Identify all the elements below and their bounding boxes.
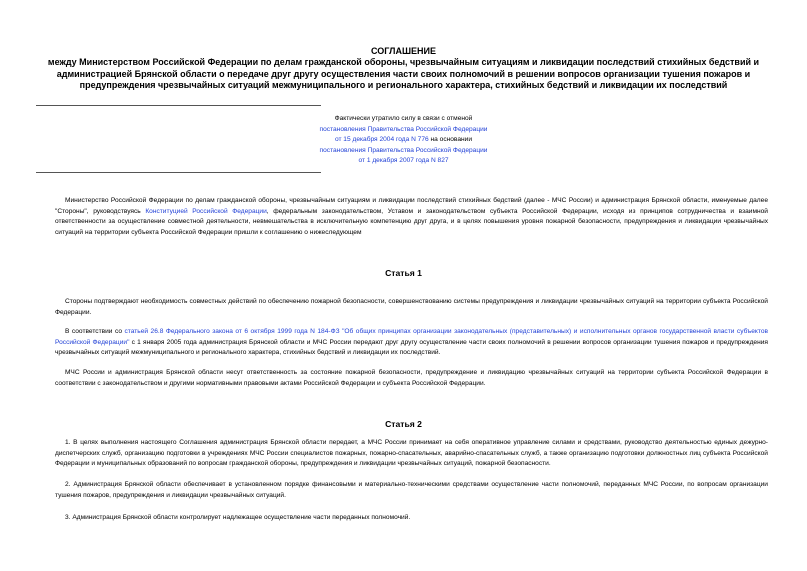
article-1-paragraph-2: [55, 327, 768, 359]
preamble-text-2: , федеральным законодательством, Уставом и законодательством субъекта Российской Федерации, исходя из принципов сотрудничества и взаимной ответственности за осуществление совместной деятельности, невмешательства в исключительную компетенцию друг друга, и в целях повышения уровня пожарной безопасности, предупреждения и ликвидации чрезвычайных ситуаций на территории субъекта Российской Федерации пришли к соглашению о нижеследующем: [55, 207, 768, 236]
preamble-text-1: Министерство Российской Федерации по делам гражданской обороны, чрезвычайным ситуациям и ликвидации последствий стихийных бедствий (далее - МЧС России) и администрация Брянской области, именуемые далее "Стороны", руководствуясь: [55, 197, 768, 215]
divider-bottom: [36, 172, 321, 173]
document-subtitle: между Министерством Российской Федерации по делам гражданской обороны, чрезвычайным ситуациям и ликвидации последствий стихийных бедствий и администрацией Брянской области о передаче друг другу осуществления части своих полномочий в решении вопросов организации тушения пожаров и предупреждения чрезвычайных ситуаций межмуниципального и регионального характера, стихийных бедствий и ликвидации их последствий: [47, 57, 760, 90]
constitution-link[interactable]: Конституцией Российской Федерации: [145, 207, 267, 215]
document-title: СОГЛАШЕНИЕ: [371, 46, 436, 56]
article-2-paragraph-1: 1. В целях выполнения настоящего Соглашения администрация Брянской области передает, а МЧС России принимает на себя оперативное управление силами и средствами, руководство деятельностью единых дежурно-диспетчерских служб, организацию подготовки в учреждениях МЧС России специалистов пожарных, пожарно-спасательных, аварийно-спасательных служб, а также организацию подготовки должностных лиц субъекта Российской Федерации и муниципальных образований по вопросам гражданской обороны, предупреждения и ликвидации чрезвычайных ситуаций, пожарной безопасности.: [55, 439, 768, 467]
article-2-heading: Статья 2: [385, 419, 422, 429]
status-note: [260, 114, 547, 167]
status-link-decree-2[interactable]: постановления Правительства Российской Федерации: [319, 146, 488, 154]
federal-law-link[interactable]: статьей 26.8 Федерального закона от 6 октября 1999 года N 184-ФЗ "Об общих принципах организации законодательных (представительных) и исполнительных органов государственной власти субъектов Российской Федерации": [55, 328, 768, 346]
article-1-heading: Статья 1: [385, 268, 422, 278]
status-line-1: Фактически утратило силу в связи с отменой: [334, 115, 473, 122]
status-link-decree-1[interactable]: постановления Правительства Российской Федерации: [319, 125, 488, 133]
article-1-p2-text-1: В соответствии со: [65, 328, 125, 335]
article-2-paragraph-2: 2. Администрация Брянской области обеспечивает в установленном порядке финансовыми и материально-техническими средствами осуществление части полномочий, переданных МЧС России, по вопросам организации тушения пожаров, предупреждения и ликвидации чрезвычайных ситуаций.: [55, 481, 768, 499]
status-link-date-1[interactable]: от 15 декабря 2004 года N 776: [334, 136, 429, 144]
article-1-p2-text-2: с 1 января 2005 года администрация Брянской области и МЧС России передают друг другу осуществление части своих полномочий в решении вопросов организации тушения пожаров и предупреждения чрезвычайных ситуаций межмуниципального и регионального характера, стихийных бедствий и ликвидации их последствий.: [55, 338, 768, 356]
article-1-paragraph-1: Стороны подтверждают необходимость совместных действий по обеспечению пожарной безопасности, совершенствованию системы предупреждения и ликвидации чрезвычайных ситуаций на территории субъекта Российской Федерации.: [55, 298, 768, 316]
divider-top: [36, 105, 321, 106]
article-2-paragraph-3: 3. Администрация Брянской области контролирует надлежащее осуществление части переданных полномочий.: [65, 514, 411, 521]
article-1-paragraph-3: МЧС России и администрация Брянской области несут ответственность за состояние пожарной безопасности, предупреждение и ликвидацию чрезвычайных ситуаций на территории субъекта Российской Федерации в соответствии с законодательством и другими нормативными правовыми актами Российской Федерации и субъекта Российской Федерации.: [55, 369, 768, 387]
status-link-date-2[interactable]: от 1 декабря 2007 года N 827: [358, 157, 449, 165]
preamble-paragraph: [55, 196, 768, 238]
status-line-2-rest: на основании: [428, 136, 473, 144]
